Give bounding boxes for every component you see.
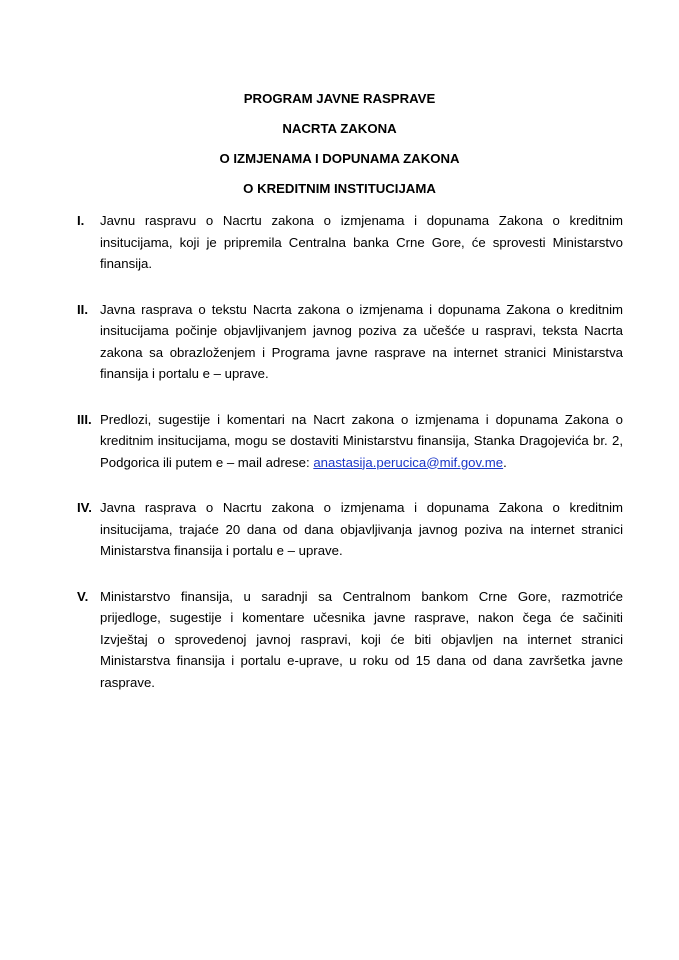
title-line-4: O KREDITNIM INSTITUCIJAMA	[243, 181, 436, 196]
item-text: Javnu raspravu o Nacrtu zakona o izmjenama i dopunama Zakona o kreditnim insitucijama, koji je pripremila Centralna banka Crne Gore, će sprovesti Ministarstvo finansija.	[100, 213, 623, 271]
program-item-1	[77, 210, 623, 275]
program-item-5	[77, 586, 623, 694]
email-link[interactable]: anastasija.perucica@mif.gov.me	[313, 454, 504, 470]
item-number: V.	[77, 588, 89, 604]
program-items-list	[77, 210, 623, 717]
item-text: Ministarstvo finansija, u saradnji sa Centralnom bankom Crne Gore, razmotriće prijedloge, sugestije i komentare učesnika javne rasprave, nakon čega će sačiniti Izvještaj o sprovedenoj javnoj raspravi, koji će biti objavljen na internet stranici Ministarstva finansija i portalu e-uprave, u roku od 15 dana od dana završetka javne rasprave.	[100, 588, 623, 690]
item-number: I.	[77, 213, 85, 228]
item-number: IV.	[77, 500, 92, 515]
program-item-2	[77, 299, 623, 385]
item-text: Javna rasprava o Nacrtu zakona o izmjenama i dopunama Zakona o kreditnim insitucijama, trajaće 20 dana od dana objavljivanja javnog poziva na internet stranici Ministarstva finansija i portalu e – uprave.	[100, 500, 623, 558]
item-text: Predlozi, sugestije i komentari na Nacrt zakona o izmjenama i dopunama Zakona o kreditnim insitucijama, mogu se dostaviti Ministarstvu finansija, Stanka Dragojevića br. 2, Podgorica ili putem e – mail adrese:	[100, 411, 623, 470]
document-title	[0, 88, 679, 208]
item-number: III.	[77, 411, 92, 427]
item-text-container	[100, 409, 623, 474]
title-line-1: PROGRAM JAVNE RASPRAVE	[243, 91, 436, 106]
title-line-2: NACRTA ZAKONA	[282, 121, 397, 136]
program-item-4	[77, 497, 623, 562]
item-text: Javna rasprava o tekstu Nacrta zakona o izmjenama i dopunama Zakona o kreditnim insitucijama počinje objavljivanjem javnog poziva za učešće u raspravi, teksta Nacrta zakona sa obrazloženjem i Programa javne rasprave na internet stranici Ministarstva finansija i portalu e – uprave.	[100, 301, 623, 381]
program-item-3	[77, 409, 623, 474]
item-text-end: .	[503, 454, 507, 470]
item-number: II.	[77, 301, 88, 317]
title-line-3: O IZMJENAMA I DOPUNAMA ZAKONA	[219, 151, 460, 166]
